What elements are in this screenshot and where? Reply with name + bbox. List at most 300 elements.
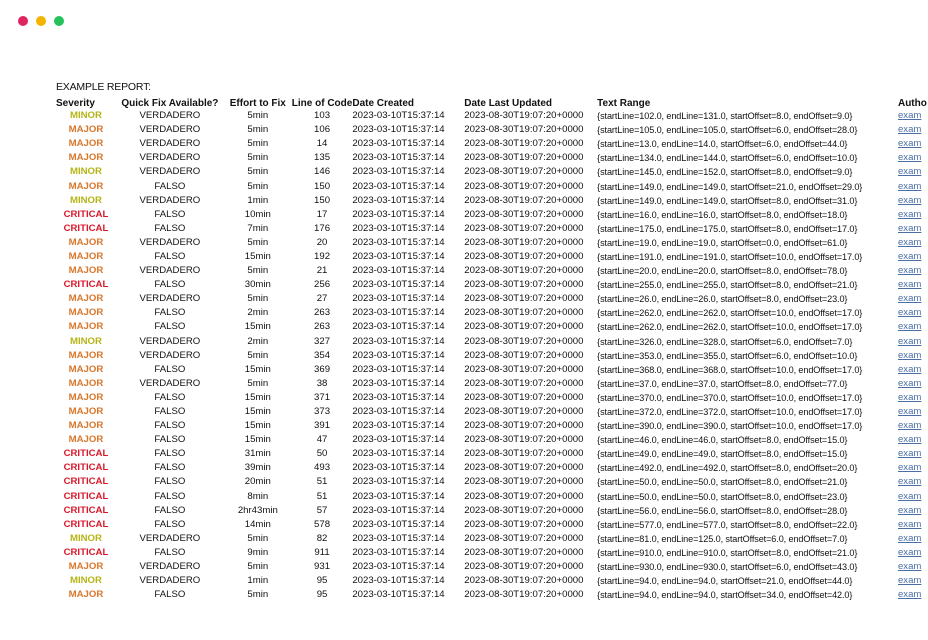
quick-fix-cell: FALSO — [154, 518, 186, 530]
table-row — [56, 236, 928, 250]
table-row — [56, 532, 928, 546]
author-cell — [898, 349, 928, 363]
header-effort: Effort to Fix — [229, 98, 286, 109]
severity-cell: MINOR — [69, 532, 102, 544]
author-cell — [898, 391, 928, 405]
line-cell: 135 — [314, 152, 331, 164]
author-link[interactable]: exam — [897, 504, 922, 516]
severity-cell: MINOR — [69, 335, 102, 347]
text-range-cell: {startLine=50.0, endLine=50.0, startOffset=8.0, endOffset=23.0} — [597, 491, 848, 502]
author-cell — [898, 123, 928, 137]
table-row — [56, 123, 928, 137]
date-updated-cell: 2023-08-30T19:07:20+0000 — [464, 222, 584, 234]
table-header-row — [56, 95, 928, 109]
author-cell — [898, 518, 928, 532]
date-updated-cell: 2023-08-30T19:07:20+0000 — [464, 490, 584, 502]
date-updated-cell: 2023-08-30T19:07:20+0000 — [464, 335, 584, 347]
author-link[interactable]: exam — [897, 349, 922, 361]
header-quick-fix: Quick Fix Available? — [121, 98, 219, 109]
date-updated-cell: 2023-08-30T19:07:20+0000 — [464, 406, 584, 418]
text-range-cell: {startLine=262.0, endLine=262.0, startOffset=10.0, endOffset=17.0} — [597, 308, 863, 319]
quick-fix-cell: FALSO — [154, 434, 186, 446]
text-range-cell: {startLine=49.0, endLine=49.0, startOffset=8.0, endOffset=15.0} — [597, 449, 848, 460]
effort-cell: 1min — [247, 575, 269, 587]
author-link[interactable]: exam — [897, 166, 922, 178]
date-updated-cell: 2023-08-30T19:07:20+0000 — [464, 575, 584, 587]
quick-fix-cell: VERDADERO — [139, 561, 201, 573]
text-range-cell: {startLine=81.0, endLine=125.0, startOffset=6.0, endOffset=7.0} — [597, 533, 848, 544]
line-cell: 176 — [314, 222, 331, 234]
severity-cell: MAJOR — [68, 420, 104, 432]
date-updated-cell: 2023-08-30T19:07:20+0000 — [464, 349, 584, 361]
text-range-cell: {startLine=16.0, endLine=16.0, startOffset=8.0, endOffset=18.0} — [597, 209, 848, 220]
author-link[interactable]: exam — [897, 406, 922, 418]
text-range-cell: {startLine=94.0, endLine=94.0, startOffset=21.0, endOffset=44.0} — [597, 576, 853, 587]
date-created-cell: 2023-03-10T15:37:14 — [352, 532, 445, 544]
close-window-button[interactable] — [18, 16, 28, 26]
table-row — [56, 335, 928, 349]
quick-fix-cell: VERDADERO — [139, 575, 201, 587]
date-created-cell: 2023-03-10T15:37:14 — [352, 391, 445, 403]
text-range-cell: {startLine=255.0, endLine=255.0, startOffset=8.0, endOffset=21.0} — [597, 280, 858, 291]
author-cell — [898, 137, 928, 151]
date-created-cell: 2023-03-10T15:37:14 — [352, 293, 445, 305]
date-created-cell: 2023-03-10T15:37:14 — [352, 307, 445, 319]
line-cell: 369 — [314, 363, 331, 375]
quick-fix-cell: VERDADERO — [139, 194, 201, 206]
quick-fix-cell: FALSO — [154, 490, 186, 502]
minimize-window-button[interactable] — [36, 16, 46, 26]
date-updated-cell: 2023-08-30T19:07:20+0000 — [464, 546, 584, 558]
effort-cell: 2hr43min — [237, 504, 278, 516]
line-cell: 38 — [316, 377, 328, 389]
line-cell: 14 — [316, 138, 328, 150]
date-created-cell: 2023-03-10T15:37:14 — [352, 518, 445, 530]
effort-cell: 15min — [244, 391, 271, 403]
quick-fix-cell: FALSO — [154, 420, 186, 432]
date-updated-cell: 2023-08-30T19:07:20+0000 — [464, 279, 584, 291]
line-cell: 578 — [314, 518, 331, 530]
text-range-cell: {startLine=326.0, endLine=328.0, startOffset=6.0, endOffset=7.0} — [597, 336, 853, 347]
date-updated-cell: 2023-08-30T19:07:20+0000 — [464, 476, 584, 488]
line-cell: 373 — [314, 406, 331, 418]
author-cell — [898, 461, 928, 475]
text-range-cell: {startLine=134.0, endLine=144.0, startOffset=6.0, endOffset=10.0} — [597, 153, 858, 164]
table-row — [56, 349, 928, 363]
quick-fix-cell: FALSO — [154, 448, 186, 460]
date-created-cell: 2023-03-10T15:37:14 — [352, 180, 445, 192]
text-range-cell: {startLine=50.0, endLine=50.0, startOffset=8.0, endOffset=21.0} — [597, 477, 848, 488]
text-range-cell: {startLine=368.0, endLine=368.0, startOffset=10.0, endOffset=17.0} — [597, 364, 863, 375]
author-link[interactable]: exam — [897, 589, 922, 601]
severity-cell: MAJOR — [68, 561, 104, 573]
author-link[interactable]: exam — [897, 490, 922, 502]
severity-cell: CRITICAL — [63, 490, 109, 502]
table-row — [56, 490, 928, 504]
quick-fix-cell: FALSO — [154, 363, 186, 375]
date-updated-cell: 2023-08-30T19:07:20+0000 — [464, 138, 584, 150]
table-row — [56, 560, 928, 574]
author-cell — [898, 292, 928, 306]
severity-cell: CRITICAL — [63, 222, 109, 234]
date-created-cell: 2023-03-10T15:37:14 — [352, 152, 445, 164]
date-created-cell: 2023-03-10T15:37:14 — [352, 335, 445, 347]
author-cell — [898, 504, 928, 518]
author-link[interactable]: exam — [897, 250, 922, 262]
severity-cell: CRITICAL — [63, 279, 109, 291]
quick-fix-cell: FALSO — [154, 208, 186, 220]
quick-fix-cell: VERDADERO — [139, 377, 201, 389]
severity-cell: CRITICAL — [63, 208, 109, 220]
effort-cell: 20min — [244, 476, 271, 488]
date-updated-cell: 2023-08-30T19:07:20+0000 — [464, 293, 584, 305]
line-cell: 103 — [314, 110, 331, 122]
author-link[interactable]: exam — [897, 420, 922, 432]
date-updated-cell: 2023-08-30T19:07:20+0000 — [464, 180, 584, 192]
date-updated-cell: 2023-08-30T19:07:20+0000 — [464, 194, 584, 206]
line-cell: 391 — [314, 420, 331, 432]
date-updated-cell: 2023-08-30T19:07:20+0000 — [464, 166, 584, 178]
author-link[interactable]: exam — [897, 546, 922, 558]
effort-cell: 5min — [247, 110, 269, 122]
line-cell: 51 — [316, 476, 328, 488]
author-link[interactable]: exam — [897, 518, 922, 530]
author-cell — [898, 320, 928, 334]
header-text-range: Text Range — [597, 98, 651, 109]
severity-cell: MAJOR — [68, 265, 104, 277]
author-cell — [898, 405, 928, 419]
table-row — [56, 264, 928, 278]
line-cell: 911 — [314, 546, 330, 558]
effort-cell: 15min — [244, 250, 271, 262]
quick-fix-cell: VERDADERO — [139, 110, 201, 122]
author-link[interactable]: exam — [897, 448, 922, 460]
severity-cell: MAJOR — [68, 406, 104, 418]
quick-fix-cell: FALSO — [154, 391, 186, 403]
line-cell: 931 — [314, 561, 331, 573]
report-title: EXAMPLE REPORT: — [56, 81, 151, 93]
severity-cell: MAJOR — [68, 236, 104, 248]
effort-cell: 8min — [247, 490, 269, 502]
table-row — [56, 377, 928, 391]
table-row — [56, 208, 928, 222]
text-range-cell: {startLine=102.0, endLine=131.0, startOffset=8.0, endOffset=9.0} — [597, 111, 853, 122]
author-link[interactable]: exam — [897, 363, 922, 375]
effort-cell: 15min — [244, 406, 271, 418]
line-cell: 27 — [316, 293, 328, 305]
line-cell: 150 — [314, 180, 331, 192]
line-cell: 47 — [316, 434, 328, 446]
date-updated-cell: 2023-08-30T19:07:20+0000 — [464, 518, 584, 530]
text-range-cell: {startLine=20.0, endLine=20.0, startOffset=8.0, endOffset=78.0} — [597, 266, 848, 277]
quick-fix-cell: FALSO — [154, 307, 186, 319]
table-row — [56, 391, 928, 405]
author-link[interactable]: exam — [897, 335, 922, 347]
effort-cell: 5min — [247, 166, 269, 178]
effort-cell: 5min — [247, 377, 269, 389]
severity-cell: CRITICAL — [63, 518, 109, 530]
table-row — [56, 137, 928, 151]
author-cell — [898, 109, 928, 123]
author-link[interactable]: exam — [897, 321, 922, 333]
author-cell — [898, 222, 928, 236]
date-created-cell: 2023-03-10T15:37:14 — [352, 490, 445, 502]
window-controls — [18, 16, 64, 26]
line-cell: 51 — [316, 490, 328, 502]
effort-cell: 5min — [247, 180, 269, 192]
date-updated-cell: 2023-08-30T19:07:20+0000 — [464, 124, 584, 136]
date-created-cell: 2023-03-10T15:37:14 — [352, 377, 445, 389]
line-cell: 327 — [314, 335, 331, 347]
text-range-cell: {startLine=19.0, endLine=19.0, startOffset=0.0, endOffset=61.0} — [597, 237, 848, 248]
date-created-cell: 2023-03-10T15:37:14 — [352, 124, 445, 136]
severity-cell: MAJOR — [68, 152, 104, 164]
severity-cell: MAJOR — [68, 138, 104, 150]
text-range-cell: {startLine=492.0, endLine=492.0, startOffset=8.0, endOffset=20.0} — [597, 463, 858, 474]
severity-cell: CRITICAL — [63, 504, 109, 516]
text-range-cell: {startLine=37.0, endLine=37.0, startOffset=8.0, endOffset=77.0} — [597, 378, 848, 389]
date-created-cell: 2023-03-10T15:37:14 — [352, 138, 445, 150]
table-row — [56, 250, 928, 264]
line-cell: 146 — [314, 166, 331, 178]
author-cell — [898, 278, 928, 292]
author-link[interactable]: exam — [897, 152, 922, 164]
text-range-cell: {startLine=262.0, endLine=262.0, startOffset=10.0, endOffset=17.0} — [597, 322, 863, 333]
author-cell — [898, 475, 928, 489]
table-row — [56, 179, 928, 193]
author-cell — [898, 179, 928, 193]
author-link[interactable]: exam — [897, 208, 922, 220]
author-link[interactable]: exam — [897, 293, 922, 305]
date-created-cell: 2023-03-10T15:37:14 — [352, 575, 445, 587]
author-link[interactable]: exam — [897, 434, 922, 446]
quick-fix-cell: FALSO — [154, 250, 186, 262]
quick-fix-cell: FALSO — [154, 462, 186, 474]
date-updated-cell: 2023-08-30T19:07:20+0000 — [464, 377, 584, 389]
table-row — [56, 574, 928, 588]
line-cell: 192 — [314, 250, 331, 262]
author-link[interactable]: exam — [897, 110, 922, 122]
quick-fix-cell: FALSO — [154, 504, 186, 516]
text-range-cell: {startLine=145.0, endLine=152.0, startOffset=8.0, endOffset=9.0} — [597, 167, 853, 178]
line-cell: 17 — [316, 208, 328, 220]
date-created-cell: 2023-03-10T15:37:14 — [352, 222, 445, 234]
header-date-updated: Date Last Updated — [464, 98, 553, 109]
date-updated-cell: 2023-08-30T19:07:20+0000 — [464, 420, 584, 432]
date-created-cell: 2023-03-10T15:37:14 — [352, 208, 445, 220]
author-link[interactable]: exam — [897, 265, 922, 277]
text-range-cell: {startLine=577.0, endLine=577.0, startOffset=8.0, endOffset=22.0} — [597, 519, 858, 530]
effort-cell: 5min — [247, 265, 269, 277]
date-created-cell: 2023-03-10T15:37:14 — [352, 110, 445, 122]
author-link[interactable]: exam — [897, 194, 922, 206]
date-updated-cell: 2023-08-30T19:07:20+0000 — [464, 236, 584, 248]
date-created-cell: 2023-03-10T15:37:14 — [352, 349, 445, 361]
date-created-cell: 2023-03-10T15:37:14 — [352, 194, 445, 206]
quick-fix-cell: VERDADERO — [139, 335, 201, 347]
severity-cell: CRITICAL — [63, 448, 109, 460]
date-updated-cell: 2023-08-30T19:07:20+0000 — [464, 307, 584, 319]
author-cell — [898, 419, 928, 433]
effort-cell: 5min — [247, 532, 269, 544]
line-cell: 263 — [314, 321, 331, 333]
line-cell: 20 — [316, 236, 328, 248]
severity-cell: MINOR — [69, 166, 102, 178]
line-cell: 21 — [316, 265, 328, 277]
table-row — [56, 433, 928, 447]
severity-cell: MAJOR — [68, 250, 104, 262]
quick-fix-cell: FALSO — [154, 279, 186, 291]
table-row — [56, 306, 928, 320]
table-row — [56, 546, 928, 560]
severity-cell: CRITICAL — [63, 476, 109, 488]
date-updated-cell: 2023-08-30T19:07:20+0000 — [464, 462, 584, 474]
table-row — [56, 518, 928, 532]
table-row — [56, 278, 928, 292]
author-cell — [898, 532, 928, 546]
text-range-cell: {startLine=105.0, endLine=105.0, startOffset=6.0, endOffset=28.0} — [597, 125, 858, 136]
text-range-cell: {startLine=26.0, endLine=26.0, startOffset=8.0, endOffset=23.0} — [597, 294, 848, 305]
header-author: Autho — [897, 98, 927, 109]
author-link[interactable]: exam — [897, 462, 922, 474]
author-link[interactable]: exam — [897, 532, 922, 544]
date-created-cell: 2023-03-10T15:37:14 — [352, 279, 445, 291]
text-range-cell: {startLine=149.0, endLine=149.0, startOffset=8.0, endOffset=31.0} — [597, 195, 858, 206]
author-cell — [898, 208, 928, 222]
table-row — [56, 447, 928, 461]
text-range-cell: {startLine=370.0, endLine=370.0, startOffset=10.0, endOffset=17.0} — [597, 392, 863, 403]
severity-cell: CRITICAL — [63, 462, 109, 474]
date-created-cell: 2023-03-10T15:37:14 — [352, 476, 445, 488]
text-range-cell: {startLine=56.0, endLine=56.0, startOffset=8.0, endOffset=28.0} — [597, 505, 848, 516]
effort-cell: 10min — [244, 208, 271, 220]
author-link[interactable]: exam — [897, 279, 922, 291]
date-created-cell: 2023-03-10T15:37:14 — [352, 561, 445, 573]
author-cell — [898, 560, 928, 574]
author-link[interactable]: exam — [897, 391, 922, 403]
severity-cell: MAJOR — [68, 589, 104, 601]
author-link[interactable]: exam — [897, 561, 922, 573]
date-updated-cell: 2023-08-30T19:07:20+0000 — [464, 250, 584, 262]
maximize-window-button[interactable] — [54, 16, 64, 26]
table-row — [56, 363, 928, 377]
severity-cell: MINOR — [69, 110, 102, 122]
severity-cell: MINOR — [69, 194, 102, 206]
text-range-cell: {startLine=149.0, endLine=149.0, startOffset=21.0, endOffset=29.0} — [597, 181, 863, 192]
severity-cell: MAJOR — [68, 307, 104, 319]
table-row — [56, 405, 928, 419]
date-updated-cell: 2023-08-30T19:07:20+0000 — [464, 532, 584, 544]
effort-cell: 2min — [247, 335, 269, 347]
effort-cell: 1min — [247, 194, 269, 206]
table-row — [56, 151, 928, 165]
effort-cell: 14min — [244, 518, 271, 530]
author-cell — [898, 236, 928, 250]
date-updated-cell: 2023-08-30T19:07:20+0000 — [464, 208, 584, 220]
severity-cell: MAJOR — [68, 363, 104, 375]
severity-cell: MAJOR — [68, 349, 104, 361]
author-link[interactable]: exam — [897, 180, 922, 192]
table-row — [56, 461, 928, 475]
date-updated-cell: 2023-08-30T19:07:20+0000 — [464, 391, 584, 403]
date-updated-cell: 2023-08-30T19:07:20+0000 — [464, 448, 584, 460]
date-created-cell: 2023-03-10T15:37:14 — [352, 462, 445, 474]
author-link[interactable]: exam — [897, 575, 922, 587]
date-created-cell: 2023-03-10T15:37:14 — [352, 420, 445, 432]
date-updated-cell: 2023-08-30T19:07:20+0000 — [464, 110, 584, 122]
author-link[interactable]: exam — [897, 476, 922, 488]
author-link[interactable]: exam — [897, 138, 922, 150]
effort-cell: 7min — [247, 222, 269, 234]
quick-fix-cell: FALSO — [154, 546, 186, 558]
line-cell: 95 — [316, 589, 328, 601]
author-cell — [898, 363, 928, 377]
author-cell — [898, 264, 928, 278]
table-row — [56, 419, 928, 433]
author-cell — [898, 250, 928, 264]
author-cell — [898, 194, 928, 208]
effort-cell: 15min — [244, 363, 271, 375]
line-cell: 256 — [314, 279, 331, 291]
line-cell: 371 — [314, 391, 331, 403]
author-link[interactable]: exam — [897, 377, 922, 389]
effort-cell: 15min — [244, 321, 271, 333]
date-created-cell: 2023-03-10T15:37:14 — [352, 546, 445, 558]
effort-cell: 30min — [244, 279, 271, 291]
quick-fix-cell: VERDADERO — [139, 166, 201, 178]
table-row — [56, 222, 928, 236]
severity-cell: CRITICAL — [63, 546, 109, 558]
author-link[interactable]: exam — [897, 236, 922, 248]
report-table-body — [56, 109, 928, 602]
quick-fix-cell: VERDADERO — [139, 349, 201, 361]
date-created-cell: 2023-03-10T15:37:14 — [352, 363, 445, 375]
effort-cell: 5min — [247, 236, 269, 248]
quick-fix-cell: VERDADERO — [139, 124, 201, 136]
text-range-cell: {startLine=13.0, endLine=14.0, startOffset=6.0, endOffset=44.0} — [597, 139, 848, 150]
table-row — [56, 194, 928, 208]
date-created-cell: 2023-03-10T15:37:14 — [352, 265, 445, 277]
effort-cell: 39min — [244, 462, 271, 474]
date-updated-cell: 2023-08-30T19:07:20+0000 — [464, 321, 584, 333]
line-cell: 150 — [314, 194, 331, 206]
severity-cell: MAJOR — [68, 180, 104, 192]
table-row — [56, 588, 928, 602]
text-range-cell: {startLine=191.0, endLine=191.0, startOffset=10.0, endOffset=17.0} — [597, 251, 863, 262]
quick-fix-cell: VERDADERO — [139, 236, 201, 248]
effort-cell: 5min — [247, 138, 269, 150]
effort-cell: 2min — [247, 307, 269, 319]
date-created-cell: 2023-03-10T15:37:14 — [352, 589, 445, 601]
header-severity: Severity — [56, 98, 95, 109]
author-cell — [898, 546, 928, 560]
table-row — [56, 292, 928, 306]
effort-cell: 31min — [244, 448, 271, 460]
line-cell: 82 — [316, 532, 328, 544]
quick-fix-cell: FALSO — [154, 589, 186, 601]
author-link[interactable]: exam — [897, 307, 922, 319]
quick-fix-cell: FALSO — [154, 476, 186, 488]
author-link[interactable]: exam — [897, 124, 922, 136]
date-created-cell: 2023-03-10T15:37:14 — [352, 504, 445, 516]
severity-cell: MINOR — [69, 575, 102, 587]
report-table — [56, 95, 928, 602]
author-link[interactable]: exam — [897, 222, 922, 234]
quick-fix-cell: FALSO — [154, 406, 186, 418]
text-range-cell: {startLine=372.0, endLine=372.0, startOffset=10.0, endOffset=17.0} — [597, 407, 863, 418]
date-updated-cell: 2023-08-30T19:07:20+0000 — [464, 265, 584, 277]
author-cell — [898, 151, 928, 165]
